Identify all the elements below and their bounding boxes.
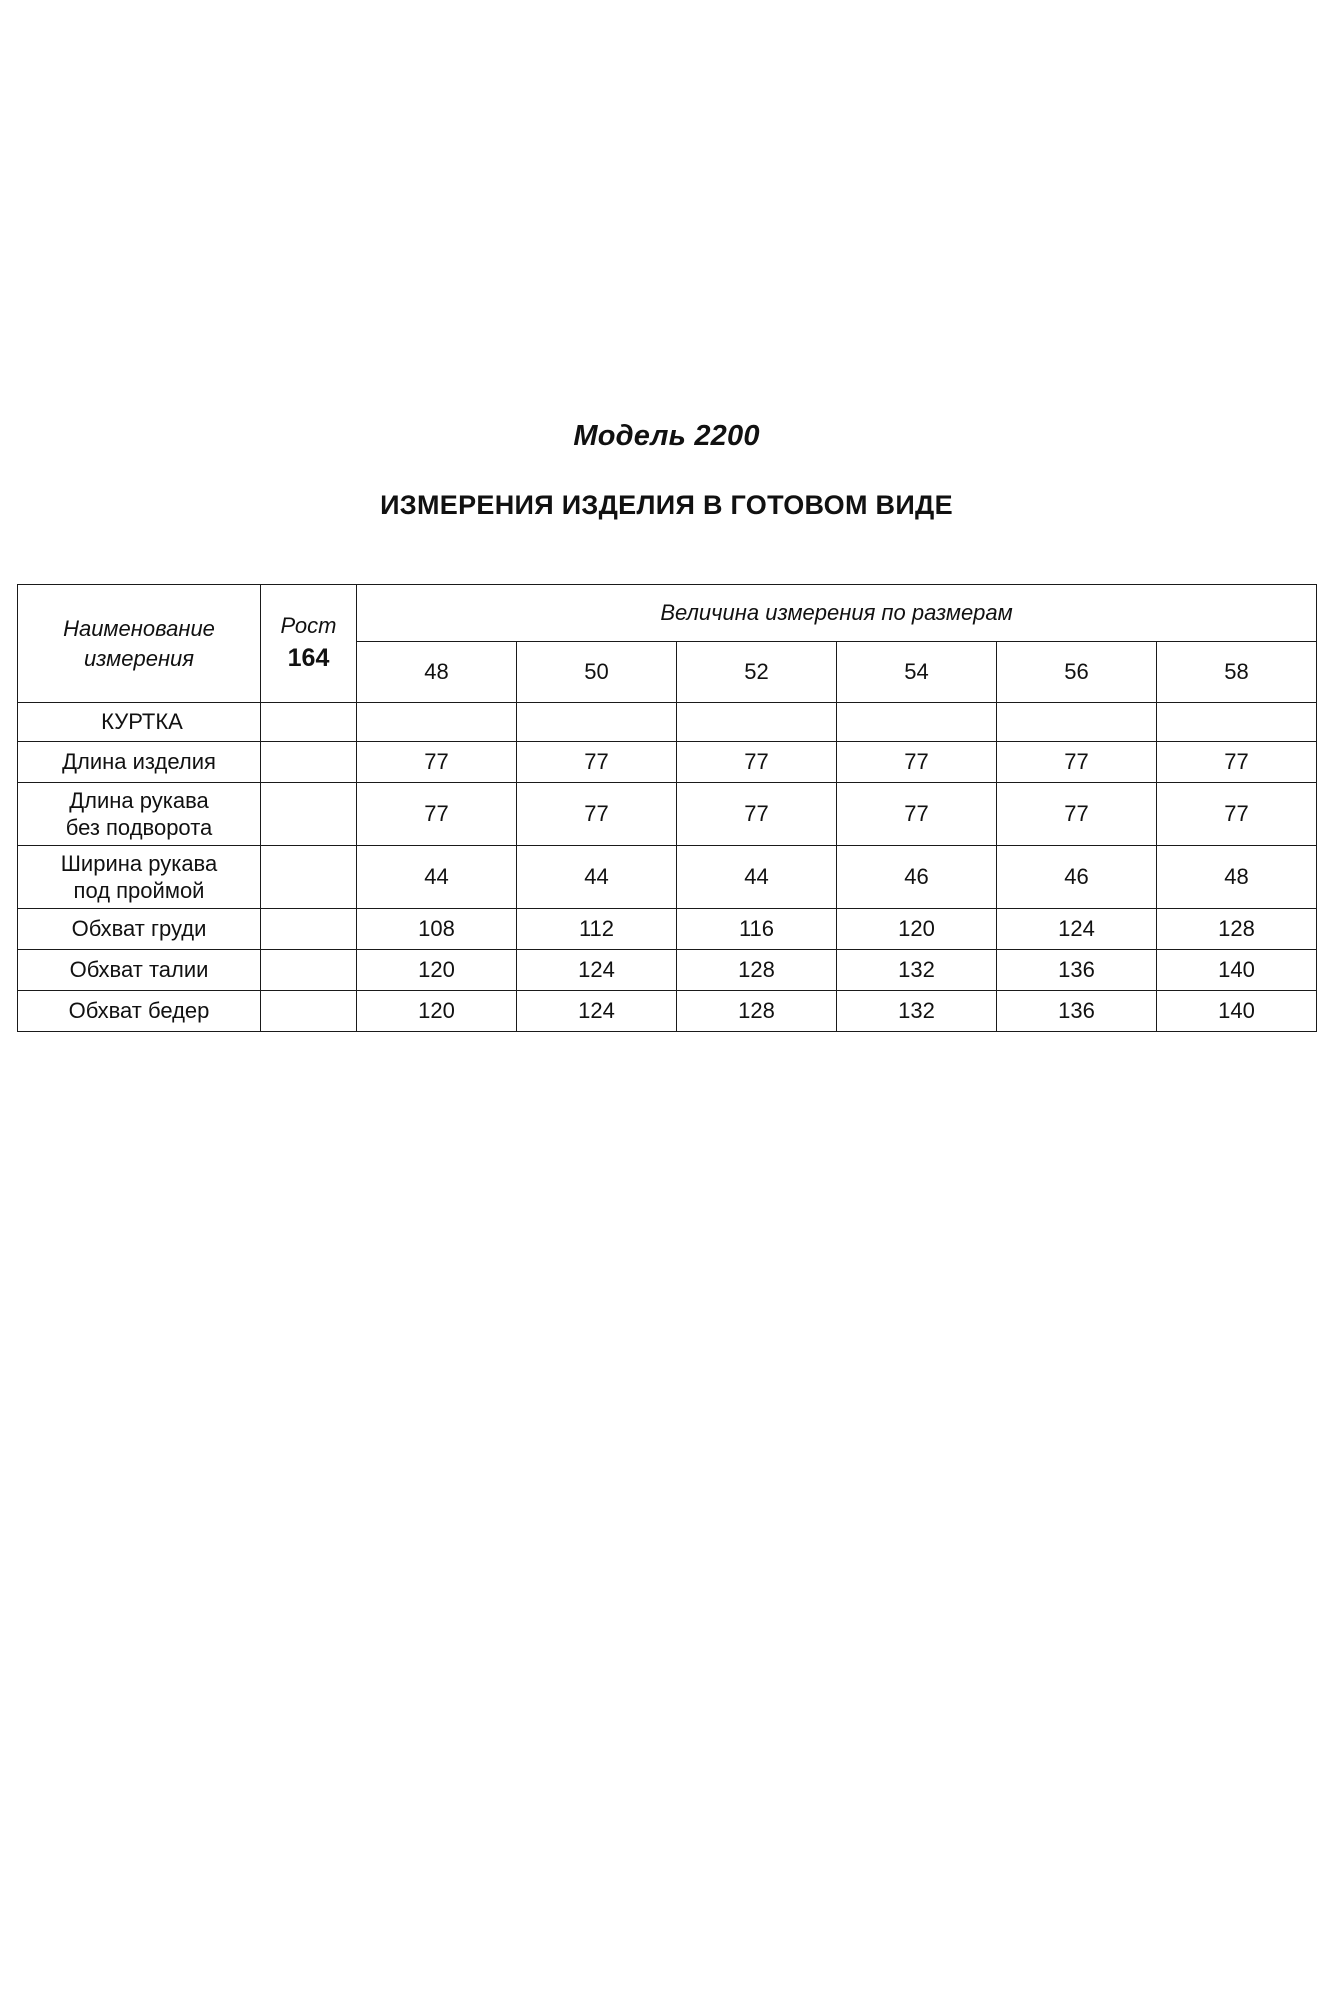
section-cell-52 — [677, 703, 837, 742]
row-label-dlina-izdeliya: Длина изделия — [18, 742, 261, 783]
table-row — [18, 742, 1317, 783]
table-row — [18, 950, 1317, 991]
row-value-shirina-rukava-48: 44 — [357, 846, 517, 909]
section-cell-56 — [997, 703, 1157, 742]
row-value-obhvat-beder-54: 132 — [837, 991, 997, 1032]
page-subtitle: ИЗМЕРЕНИЯ ИЗДЕЛИЯ В ГОТОВОМ ВИДЕ — [380, 490, 953, 520]
row-value-dlina-rukava-54: 77 — [837, 783, 997, 846]
column-header-sizes-group: Величина измерения по размерам — [357, 585, 1317, 642]
row-value-dlina-rukava-56: 77 — [997, 783, 1157, 846]
row-label-shirina-rukava-line2: под проймой — [73, 878, 205, 903]
row-value-obhvat-beder-58: 140 — [1157, 991, 1317, 1032]
table-row — [18, 783, 1317, 846]
row-value-obhvat-beder-52: 128 — [677, 991, 837, 1032]
row-value-obhvat-grudi-48: 108 — [357, 909, 517, 950]
row-value-obhvat-talii-54: 132 — [837, 950, 997, 991]
row-value-shirina-rukava-50: 44 — [517, 846, 677, 909]
row-label-shirina-rukava-line1: Ширина рукава — [60, 850, 218, 876]
row-value-obhvat-grudi-54: 120 — [837, 909, 997, 950]
row-rost-obhvat-grudi — [261, 909, 357, 950]
section-cell-50 — [517, 703, 677, 742]
row-rost-obhvat-beder — [261, 991, 357, 1032]
row-value-obhvat-grudi-56: 124 — [997, 909, 1157, 950]
row-label-dlina-rukava — [18, 783, 261, 846]
rost-label: Рост — [280, 612, 337, 638]
row-value-obhvat-talii-56: 136 — [997, 950, 1157, 991]
column-header-name-line2: измерения — [83, 645, 195, 671]
section-cell-54 — [837, 703, 997, 742]
row-value-shirina-rukava-56: 46 — [997, 846, 1157, 909]
measurements-table — [17, 584, 1317, 1032]
table-row-section — [18, 703, 1317, 742]
row-value-shirina-rukava-58: 48 — [1157, 846, 1317, 909]
section-rost-cell — [261, 703, 357, 742]
measurements-table-wrapper — [17, 584, 1316, 1032]
column-header-size-54: 54 — [837, 642, 997, 703]
row-rost-dlina-izdeliya — [261, 742, 357, 783]
column-header-size-58: 58 — [1157, 642, 1317, 703]
column-header-name-line1: Наименование — [63, 615, 215, 641]
row-value-obhvat-beder-56: 136 — [997, 991, 1157, 1032]
row-label-shirina-rukava — [18, 846, 261, 909]
row-value-dlina-izdeliya-52: 77 — [677, 742, 837, 783]
row-value-dlina-rukava-50: 77 — [517, 783, 677, 846]
row-value-obhvat-talii-58: 140 — [1157, 950, 1317, 991]
table-row — [18, 909, 1317, 950]
row-value-obhvat-grudi-50: 112 — [517, 909, 677, 950]
row-label-obhvat-talii: Обхват талии — [18, 950, 261, 991]
row-label-obhvat-grudi: Обхват груди — [18, 909, 261, 950]
row-value-dlina-izdeliya-54: 77 — [837, 742, 997, 783]
row-value-shirina-rukava-54: 46 — [837, 846, 997, 909]
section-label-kurtka: КУРТКА — [18, 703, 261, 742]
rost-value: 164 — [287, 644, 330, 673]
row-value-dlina-izdeliya-50: 77 — [517, 742, 677, 783]
column-header-size-52: 52 — [677, 642, 837, 703]
row-value-dlina-izdeliya-48: 77 — [357, 742, 517, 783]
section-cell-58 — [1157, 703, 1317, 742]
column-header-name — [18, 585, 261, 703]
page-title: Модель 2200 — [573, 420, 760, 452]
row-value-dlina-rukava-58: 77 — [1157, 783, 1317, 846]
row-value-obhvat-grudi-58: 128 — [1157, 909, 1317, 950]
row-label-obhvat-beder: Обхват бедер — [18, 991, 261, 1032]
row-rost-dlina-rukava — [261, 783, 357, 846]
row-value-obhvat-beder-48: 120 — [357, 991, 517, 1032]
row-value-dlina-rukava-52: 77 — [677, 783, 837, 846]
row-rost-obhvat-talii — [261, 950, 357, 991]
row-rost-shirina-rukava — [261, 846, 357, 909]
row-value-dlina-izdeliya-56: 77 — [997, 742, 1157, 783]
row-value-obhvat-talii-52: 128 — [677, 950, 837, 991]
table-header-row-top — [18, 585, 1317, 642]
table-row — [18, 991, 1317, 1032]
column-header-size-48: 48 — [357, 642, 517, 703]
row-value-obhvat-talii-48: 120 — [357, 950, 517, 991]
row-value-obhvat-beder-50: 124 — [517, 991, 677, 1032]
column-header-size-56: 56 — [997, 642, 1157, 703]
column-header-size-50: 50 — [517, 642, 677, 703]
row-value-dlina-izdeliya-58: 77 — [1157, 742, 1317, 783]
table-row — [18, 846, 1317, 909]
row-label-dlina-rukava-line1: Длина рукава — [69, 787, 209, 813]
row-value-obhvat-grudi-52: 116 — [677, 909, 837, 950]
row-value-shirina-rukava-52: 44 — [677, 846, 837, 909]
column-header-rost — [261, 585, 357, 703]
section-cell-48 — [357, 703, 517, 742]
row-label-dlina-rukava-line2: без подворота — [65, 815, 213, 840]
row-value-dlina-rukava-48: 77 — [357, 783, 517, 846]
row-value-obhvat-talii-50: 124 — [517, 950, 677, 991]
